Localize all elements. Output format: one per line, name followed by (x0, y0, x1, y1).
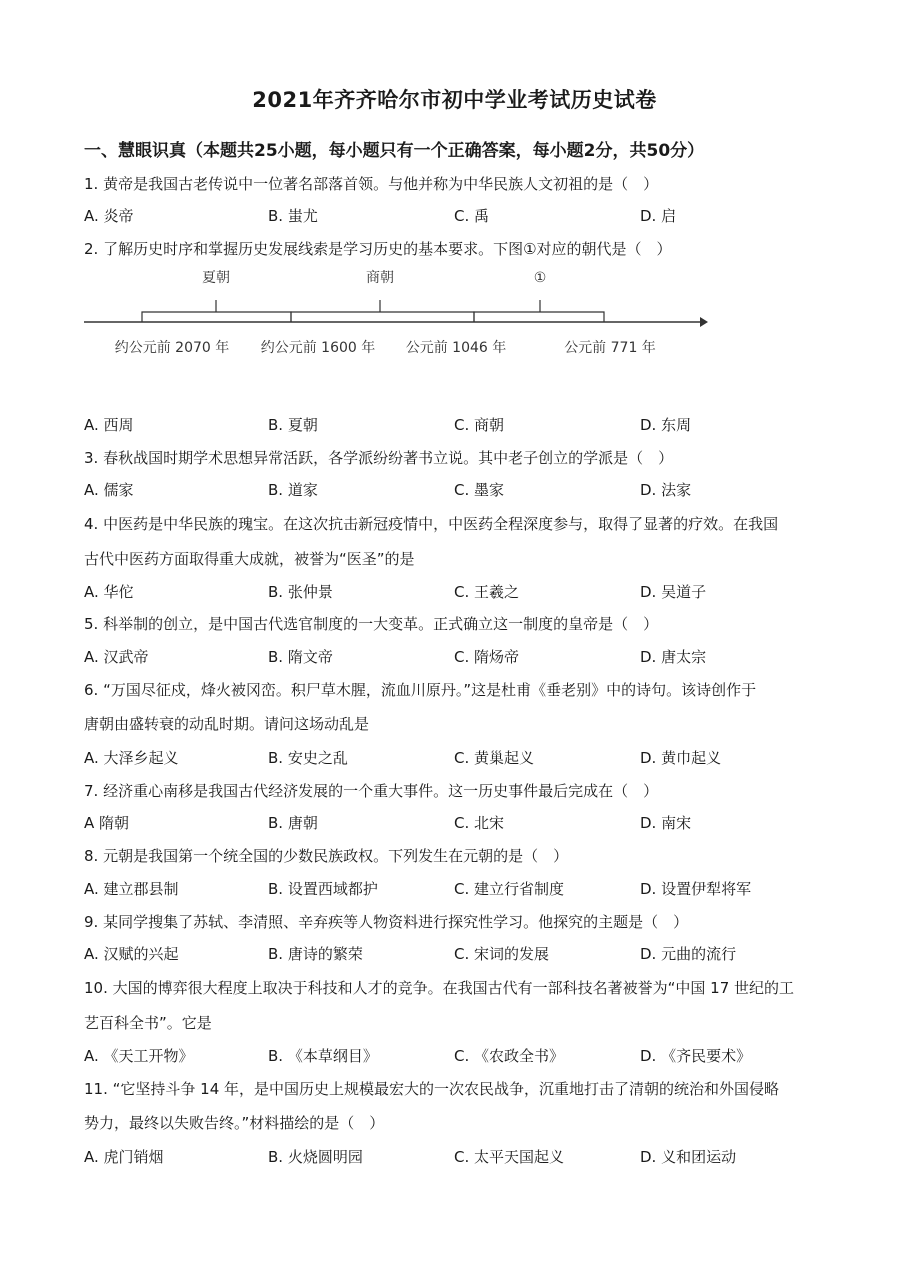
q2-option-c: C. 商朝 (454, 416, 505, 434)
question-10-text: 10. 大国的博弈很大程度上取决于科技和人才的竞争。在我国古代有一部科技名著被誉为“中国 17 世纪的工 (84, 979, 795, 997)
question-4-text-cont: 古代中医药方面取得重大成就，被誉为“医圣”的是 (84, 550, 415, 568)
q5-option-a: A. 汉武帝 (84, 648, 149, 666)
question-11-text: 11. “它坚持斗争 14 年，是中国历史上规模最宏大的一次农民战争，沉重地打击了清朝的统治和外国侵略 (84, 1080, 780, 1098)
q2-option-a: A. 西周 (84, 416, 134, 434)
q10-option-b: B. 《本草纲目》 (268, 1047, 378, 1065)
q7-option-d: D. 南宋 (640, 814, 692, 832)
q9-option-b: B. 唐诗的繁荣 (268, 945, 363, 963)
question-10-text-cont: 艺百科全书”。它是 (84, 1014, 212, 1032)
date-label-1: 约公元前 2070 年 (114, 340, 230, 356)
q3-option-d: D. 法家 (640, 481, 692, 499)
q6-option-d: D. 黄巾起义 (640, 749, 722, 767)
q10-option-c: C. 《农政全书》 (454, 1047, 565, 1065)
question-6-text-cont: 唐朝由盛转衰的动乱时期。请问这场动乱是 (84, 715, 370, 733)
q10-option-d: D. 《齐民要术》 (640, 1047, 752, 1065)
q10-option-a: A. 《天工开物》 (84, 1047, 194, 1065)
question-4-text: 4. 中医药是中华民族的瑰宝。在这次抗击新冠疫情中，中医药全程深度参与，取得了显著的疗效。在我国 (84, 515, 779, 533)
q1-option-c: C. 禹 (454, 207, 490, 225)
q6-option-c: C. 黄巢起义 (454, 749, 535, 767)
dynasty-timeline (80, 262, 720, 362)
q3-option-c: C. 墨家 (454, 481, 505, 499)
question-6-text: 6. “万国尽征戍，烽火被冈峦。积尸草木腥，流血川原丹。”这是杜甫《垂老别》中的诗句。该诗创作于 (84, 681, 757, 699)
q4-option-a: A. 华佗 (84, 583, 134, 601)
q3-option-a: A. 儒家 (84, 481, 134, 499)
q11-option-d: D. 义和团运动 (640, 1148, 737, 1166)
page-title: 2021年齐齐哈尔市初中学业考试历史试卷 (252, 88, 657, 112)
question-5-text: 5. 科举制的创立，是中国古代选官制度的一大变革。正式确立这一制度的皇帝是（ ） (84, 615, 659, 633)
timeline-arrow-icon (700, 317, 708, 327)
q9-option-a: A. 汉赋的兴起 (84, 945, 179, 963)
q8-option-a: A. 建立郡县制 (84, 880, 179, 898)
q5-option-d: D. 唐太宗 (640, 648, 707, 666)
question-8-text: 8. 元朝是我国第一个统全国的少数民族政权。下列发生在元朝的是（ ） (84, 847, 569, 865)
question-7-text: 7. 经济重心南移是我国古代经济发展的一个重大事件。这一历史事件最后完成在（ ） (84, 782, 659, 800)
period-bracket-3 (474, 312, 604, 322)
q9-option-c: C. 宋词的发展 (454, 945, 550, 963)
q6-option-a: A. 大泽乡起义 (84, 749, 179, 767)
q7-option-c: C. 北宋 (454, 814, 505, 832)
q5-option-b: B. 隋文帝 (268, 648, 333, 666)
q3-option-b: B. 道家 (268, 481, 318, 499)
period-label-3: ① (533, 270, 547, 286)
period-label-2: 商朝 (366, 270, 394, 286)
q4-option-d: D. 吴道子 (640, 583, 707, 601)
question-11-text-cont: 势力，最终以失败告终。”材料描绘的是（ ） (84, 1114, 385, 1132)
date-label-4: 公元前 771 年 (564, 340, 656, 356)
q5-option-c: C. 隋炀帝 (454, 648, 520, 666)
question-9-text: 9. 某同学搜集了苏轼、李清照、辛弃疾等人物资料进行探究性学习。他探究的主题是（ ） (84, 913, 689, 931)
date-label-2: 约公元前 1600 年 (260, 340, 376, 356)
q8-option-b: B. 设置西域都护 (268, 880, 378, 898)
q7-option-a: A 隋朝 (84, 814, 130, 832)
period-bracket-1 (142, 312, 291, 322)
section-heading: 一、慧眼识真（本题共25小题，每小题只有一个正确答案，每小题2分，共50分） (84, 141, 705, 161)
q6-option-b: B. 安史之乱 (268, 749, 348, 767)
question-3-text: 3. 春秋战国时期学术思想异常活跃，各学派纷纷著书立说。其中老子创立的学派是（ ） (84, 449, 674, 467)
q1-option-a: A. 炎帝 (84, 207, 134, 225)
q7-option-b: B. 唐朝 (268, 814, 318, 832)
q8-option-c: C. 建立行省制度 (454, 880, 565, 898)
q11-option-a: A. 虎门销烟 (84, 1148, 164, 1166)
q9-option-d: D. 元曲的流行 (640, 945, 737, 963)
question-1-text: 1. 黄帝是我国古老传说中一位著名部落首领。与他并称为中华民族人文初祖的是（ ） (84, 175, 659, 193)
q8-option-d: D. 设置伊犁将军 (640, 880, 752, 898)
q11-option-c: C. 太平天国起义 (454, 1148, 565, 1166)
q4-option-c: C. 王羲之 (454, 583, 520, 601)
q2-option-d: D. 东周 (640, 416, 692, 434)
question-2-text: 2. 了解历史时序和掌握历史发展线索是学习历史的基本要求。下图①对应的朝代是（ ） (84, 240, 672, 258)
q1-option-b: B. 蚩尤 (268, 207, 318, 225)
q2-option-b: B. 夏朝 (268, 416, 318, 434)
q1-option-d: D. 启 (640, 207, 677, 225)
q4-option-b: B. 张仲景 (268, 583, 333, 601)
period-label-1: 夏朝 (202, 270, 230, 286)
period-bracket-2 (291, 312, 474, 322)
q11-option-b: B. 火烧圆明园 (268, 1148, 363, 1166)
date-label-3: 公元前 1046 年 (405, 340, 507, 356)
